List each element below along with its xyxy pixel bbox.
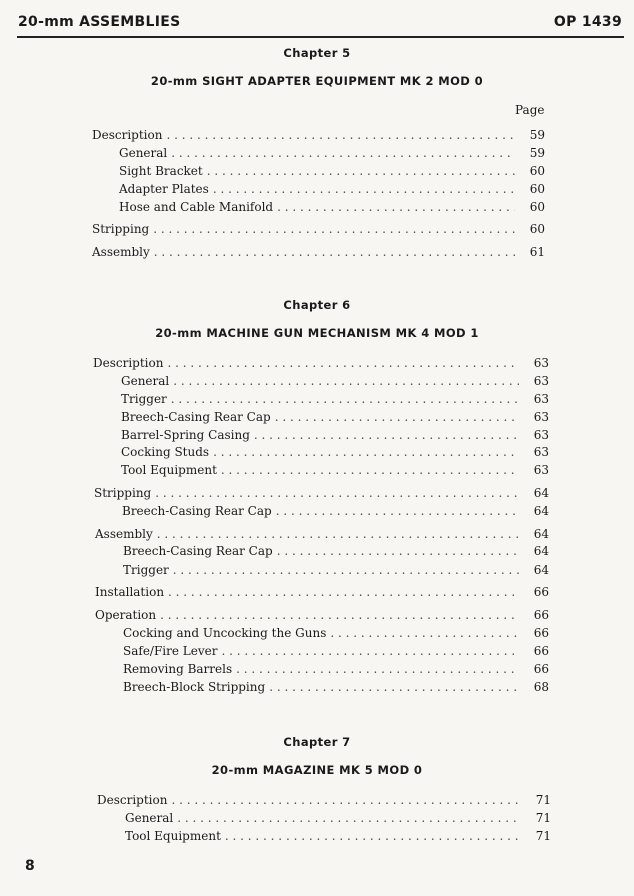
running-header-title: 20-mm ASSEMBLIES — [18, 14, 181, 30]
dot-leader — [171, 793, 521, 807]
toc-entry — [93, 356, 549, 372]
entry-label: Adapter Plates — [119, 182, 209, 196]
entry-label: Assembly — [95, 527, 153, 541]
chapter-7-title: 20-mm MAGAZINE MK 5 MOD 0 — [211, 763, 423, 777]
toc-entry — [92, 245, 545, 261]
entry-label: Stripping — [92, 222, 150, 236]
toc-entry — [122, 504, 549, 520]
entry-label: Breech-Casing Rear Cap — [123, 544, 273, 558]
toc-entry — [121, 374, 549, 390]
entry-page: 71 — [535, 793, 551, 807]
dot-leader — [167, 356, 519, 370]
chapter-5-title: 20-mm SIGHT ADAPTER EQUIPMENT MK 2 MOD 0 — [150, 74, 484, 88]
entry-page: 66 — [533, 608, 549, 622]
entry-label: Removing Barrels — [123, 662, 233, 676]
entry-label: Tool Equipment — [121, 463, 217, 477]
entry-label: Cocking Studs — [121, 445, 210, 459]
toc-entry — [119, 182, 545, 198]
dot-leader — [155, 486, 519, 500]
dot-leader — [277, 200, 515, 214]
dot-leader — [221, 463, 519, 477]
dot-leader — [277, 544, 519, 558]
entry-page: 64 — [533, 544, 549, 558]
toc-entry — [121, 392, 549, 408]
toc-entry — [123, 644, 549, 660]
dot-leader — [269, 680, 519, 694]
dot-leader — [221, 644, 519, 658]
entry-label: Barrel-Spring Casing — [121, 428, 250, 442]
dot-leader — [160, 608, 519, 622]
entry-label: Assembly — [92, 245, 150, 259]
dot-leader — [225, 829, 521, 843]
entry-label: Description — [93, 356, 164, 370]
page-number: 8 — [25, 858, 35, 874]
entry-label: Breech-Block Stripping — [123, 680, 266, 694]
toc-entry — [95, 527, 549, 543]
entry-page: 60 — [529, 222, 545, 236]
entry-page: 66 — [533, 585, 549, 599]
entry-label: Safe/Fire Lever — [123, 644, 218, 658]
dot-leader — [236, 662, 519, 676]
dot-leader — [173, 374, 519, 388]
dot-leader — [207, 164, 515, 178]
entry-label: Trigger — [121, 392, 167, 406]
entry-label: General — [119, 146, 168, 160]
dot-leader — [330, 626, 519, 640]
entry-page: 64 — [533, 527, 549, 541]
toc-entry — [121, 410, 549, 426]
toc-entry — [123, 662, 549, 678]
toc-entry — [121, 445, 549, 461]
toc-entry — [125, 829, 551, 845]
entry-page: 66 — [533, 626, 549, 640]
entry-page: 66 — [533, 644, 549, 658]
entry-label: Breech-Casing Rear Cap — [121, 410, 271, 424]
dot-leader — [213, 182, 515, 196]
dot-leader — [153, 222, 515, 236]
entry-page: 71 — [535, 829, 551, 843]
entry-label: Description — [92, 128, 163, 142]
entry-page: 61 — [529, 245, 545, 259]
toc-entry — [97, 793, 551, 809]
entry-label: Sight Bracket — [119, 164, 203, 178]
entry-label: Hose and Cable Manifold — [119, 200, 274, 214]
dot-leader — [275, 410, 519, 424]
chapter-6-title: 20-mm MACHINE GUN MECHANISM MK 4 MOD 1 — [155, 326, 479, 340]
toc-entry — [121, 463, 549, 479]
entry-page: 60 — [529, 200, 545, 214]
entry-page: 59 — [529, 128, 545, 142]
toc-entry — [121, 428, 549, 444]
toc-entry — [95, 585, 549, 601]
dot-leader — [168, 585, 519, 599]
entry-label: General — [121, 374, 170, 388]
header-rule — [17, 36, 624, 38]
entry-page: 63 — [533, 445, 549, 459]
entry-label: Stripping — [94, 486, 152, 500]
dot-leader — [254, 428, 519, 442]
entry-label: Breech-Casing Rear Cap — [122, 504, 272, 518]
entry-page: 63 — [533, 374, 549, 388]
dot-leader — [173, 563, 519, 577]
toc-entry — [119, 146, 545, 162]
toc-entry — [123, 680, 549, 696]
dot-leader — [166, 128, 515, 142]
chapter-7-heading: Chapter 7 — [283, 735, 351, 749]
toc-entry — [125, 811, 551, 827]
entry-page: 64 — [533, 504, 549, 518]
toc-entry — [95, 608, 549, 624]
entry-page: 66 — [533, 662, 549, 676]
dot-leader — [276, 504, 519, 518]
entry-label: Trigger — [123, 563, 169, 577]
toc-entry — [94, 486, 549, 502]
entry-label: General — [125, 811, 174, 825]
entry-label: Installation — [95, 585, 165, 599]
dot-leader — [157, 527, 519, 541]
toc-entry — [123, 563, 549, 579]
dot-leader — [213, 445, 519, 459]
entry-page: 71 — [535, 811, 551, 825]
entry-page: 64 — [533, 486, 549, 500]
dot-leader — [171, 392, 519, 406]
entry-page: 63 — [533, 463, 549, 477]
entry-page: 68 — [533, 680, 549, 694]
chapter-5-heading: Chapter 5 — [283, 46, 351, 60]
chapter-6-heading: Chapter 6 — [283, 298, 351, 312]
toc-entry — [92, 128, 545, 144]
toc-entry — [123, 544, 549, 560]
dot-leader — [177, 811, 521, 825]
entry-label: Tool Equipment — [125, 829, 221, 843]
dot-leader — [154, 245, 515, 259]
page-column-label: Page — [515, 103, 545, 117]
entry-page: 60 — [529, 182, 545, 196]
running-header-doc-number: OP 1439 — [553, 14, 622, 30]
dot-leader — [171, 146, 515, 160]
toc-entry — [123, 626, 549, 642]
toc-entry — [119, 164, 545, 180]
entry-page: 60 — [529, 164, 545, 178]
entry-page: 63 — [533, 356, 549, 370]
entry-page: 63 — [533, 428, 549, 442]
toc-entry — [119, 200, 545, 216]
entry-label: Operation — [95, 608, 157, 622]
entry-page: 63 — [533, 410, 549, 424]
entry-label: Cocking and Uncocking the Guns — [123, 626, 327, 640]
entry-page: 63 — [533, 392, 549, 406]
toc-entry — [92, 222, 545, 238]
entry-label: Description — [97, 793, 168, 807]
entry-page: 59 — [529, 146, 545, 160]
entry-page: 64 — [533, 563, 549, 577]
